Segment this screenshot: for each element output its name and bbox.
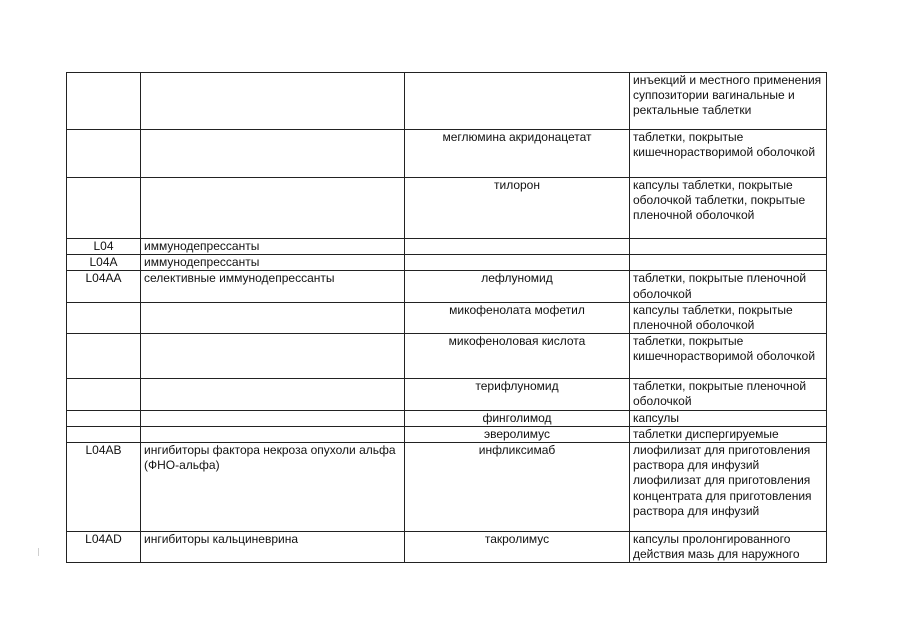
drug-table bbox=[66, 72, 827, 563]
dosage-form-cell: таблетки, покрытые кишечнорастворимой оболочкой bbox=[630, 130, 827, 178]
atc-code-cell bbox=[67, 410, 141, 426]
group-name-cell: ингибиторы фактора некроза опухоли альфа (ФНО-альфа) bbox=[141, 443, 405, 532]
group-name-cell bbox=[141, 73, 405, 130]
atc-code-cell bbox=[67, 426, 141, 442]
atc-code-cell bbox=[67, 130, 141, 178]
group-name-cell bbox=[141, 302, 405, 333]
substance-cell: финголимод bbox=[405, 410, 630, 426]
group-name-cell bbox=[141, 334, 405, 379]
group-name-cell: иммунодепрессанты bbox=[141, 255, 405, 271]
substance-cell: тилорон bbox=[405, 178, 630, 239]
substance-cell: микофенолата мофетил bbox=[405, 302, 630, 333]
group-name-cell: селективные иммунодепрессанты bbox=[141, 271, 405, 302]
table-row bbox=[67, 73, 827, 130]
substance-cell: эверолимус bbox=[405, 426, 630, 442]
drug-table-body bbox=[67, 73, 827, 563]
table-row bbox=[67, 130, 827, 178]
table-row bbox=[67, 239, 827, 255]
table-row bbox=[67, 410, 827, 426]
table-row bbox=[67, 178, 827, 239]
table-row bbox=[67, 426, 827, 442]
dosage-form-cell: капсулы пролонгированного действия мазь для наружного bbox=[630, 532, 827, 563]
substance-cell: инфликсимаб bbox=[405, 443, 630, 532]
table-row bbox=[67, 255, 827, 271]
atc-code-cell: L04AD bbox=[67, 532, 141, 563]
table-row bbox=[67, 379, 827, 410]
dosage-form-cell: лиофилизат для приготовления раствора для инфузий лиофилизат для приготовления концентрата для приготовления раствора для инфузий bbox=[630, 443, 827, 532]
group-name-cell bbox=[141, 426, 405, 442]
table-row bbox=[67, 271, 827, 302]
atc-code-cell bbox=[67, 334, 141, 379]
dosage-form-cell: таблетки, покрытые пленочной оболочкой bbox=[630, 379, 827, 410]
substance-cell: терифлуномид bbox=[405, 379, 630, 410]
dosage-form-cell: таблетки, покрытые пленочной оболочкой bbox=[630, 271, 827, 302]
substance-cell: лефлуномид bbox=[405, 271, 630, 302]
substance-cell: микофеноловая кислота bbox=[405, 334, 630, 379]
dosage-form-cell: капсулы таблетки, покрытые пленочной оболочкой bbox=[630, 302, 827, 333]
substance-cell bbox=[405, 255, 630, 271]
table-row bbox=[67, 302, 827, 333]
group-name-cell bbox=[141, 130, 405, 178]
table-row bbox=[67, 443, 827, 532]
dosage-form-cell: инъекций и местного применения суппозитории вагинальные и ректальные таблетки bbox=[630, 73, 827, 130]
substance-cell: такролимус bbox=[405, 532, 630, 563]
dosage-form-cell bbox=[630, 239, 827, 255]
atc-code-cell bbox=[67, 73, 141, 130]
atc-code-cell: L04 bbox=[67, 239, 141, 255]
substance-cell bbox=[405, 239, 630, 255]
scan-edge-mark bbox=[38, 548, 39, 556]
dosage-form-cell: таблетки, покрытые кишечнорастворимой оболочкой bbox=[630, 334, 827, 379]
group-name-cell bbox=[141, 410, 405, 426]
table-row bbox=[67, 334, 827, 379]
group-name-cell: иммунодепрессанты bbox=[141, 239, 405, 255]
group-name-cell: ингибиторы кальциневрина bbox=[141, 532, 405, 563]
atc-code-cell bbox=[67, 302, 141, 333]
dosage-form-cell: таблетки диспергируемые bbox=[630, 426, 827, 442]
dosage-form-cell: капсулы таблетки, покрытые оболочкой таблетки, покрытые пленочной оболочкой bbox=[630, 178, 827, 239]
atc-code-cell: L04AA bbox=[67, 271, 141, 302]
table-row bbox=[67, 532, 827, 563]
group-name-cell bbox=[141, 178, 405, 239]
dosage-form-cell bbox=[630, 255, 827, 271]
group-name-cell bbox=[141, 379, 405, 410]
substance-cell: меглюмина акридонацетат bbox=[405, 130, 630, 178]
atc-code-cell: L04AB bbox=[67, 443, 141, 532]
dosage-form-cell: капсулы bbox=[630, 410, 827, 426]
atc-code-cell bbox=[67, 379, 141, 410]
atc-code-cell: L04A bbox=[67, 255, 141, 271]
atc-code-cell bbox=[67, 178, 141, 239]
substance-cell bbox=[405, 73, 630, 130]
